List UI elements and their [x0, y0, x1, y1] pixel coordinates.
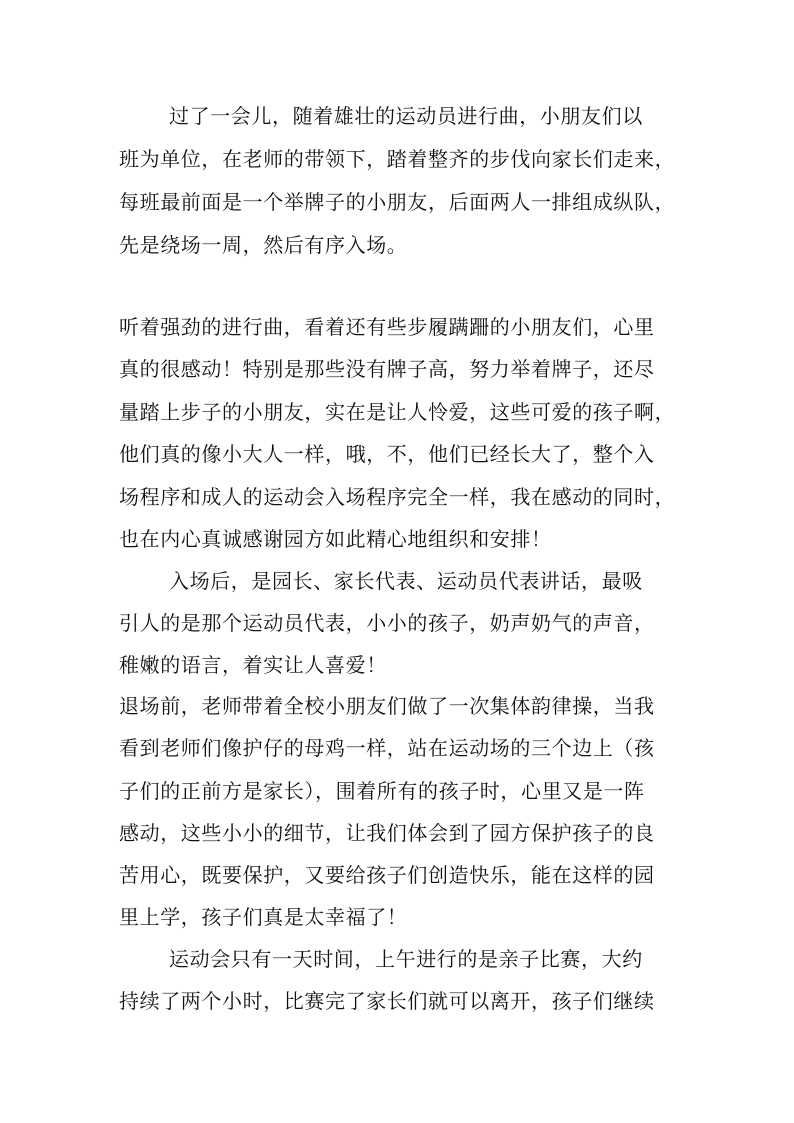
text-line: 苦用心，既要保护，又要给孩子们创造快乐，能在这样的园 [119, 863, 655, 887]
text-line: 感动，这些小小的细节，让我们体会到了园方保护孩子的良 [119, 821, 655, 845]
text-line: 真的很感动！特别是那些没有牌子高，努力举着牌子，还尽 [119, 357, 655, 381]
text-line: 先是绕场一周，然后有序入场。 [119, 233, 408, 257]
text-line: 里上学，孩子们真是太幸福了！ [119, 905, 408, 929]
text-line: 他们真的像小大人一样，哦，不，他们已经长大了，整个入 [119, 442, 655, 466]
text-line: 入场后，是园长、家长代表、运动员代表讲话，最吸 [169, 569, 643, 593]
text-line: 场程序和成人的运动会入场程序完全一样，我在感动的同时， [119, 485, 676, 509]
text-line: 听着强劲的进行曲，看着还有些步履蹒跚的小朋友们，心里 [119, 315, 655, 339]
text-line: 看到老师们像护仔的母鸡一样，站在运动场的三个边上（孩 [119, 736, 655, 760]
text-line: 班为单位，在老师的带领下，踏着整齐的步伐向家长们走来， [119, 147, 676, 171]
text-line: 引人的是那个运动员代表，小小的孩子，奶声奶气的声音， [119, 611, 655, 635]
text-line: 每班最前面是一个举牌子的小朋友，后面两人一排组成纵队， [119, 190, 676, 214]
text-line: 过了一会儿，随着雄壮的运动员进行曲，小朋友们以 [169, 104, 643, 128]
text-line: 稚嫩的语言，着实让人喜爱！ [119, 653, 387, 677]
text-line: 持续了两个小时，比赛完了家长们就可以离开，孩子们继续 [119, 989, 655, 1013]
text-line: 子们的正前方是家长），围着所有的孩子时，心里又是一阵 [119, 779, 645, 803]
text-line: 运动会只有一天时间，上午进行的是亲子比赛，大约 [169, 947, 643, 971]
text-line: 也在内心真诚感谢园方如此精心地组织和安排！ [119, 527, 552, 551]
text-line: 量踏上步子的小朋友，实在是让人怜爱，这些可爱的孩子啊， [119, 400, 676, 424]
text-line: 退场前，老师带着全校小朋友们做了一次集体韵律操，当我 [119, 694, 655, 718]
